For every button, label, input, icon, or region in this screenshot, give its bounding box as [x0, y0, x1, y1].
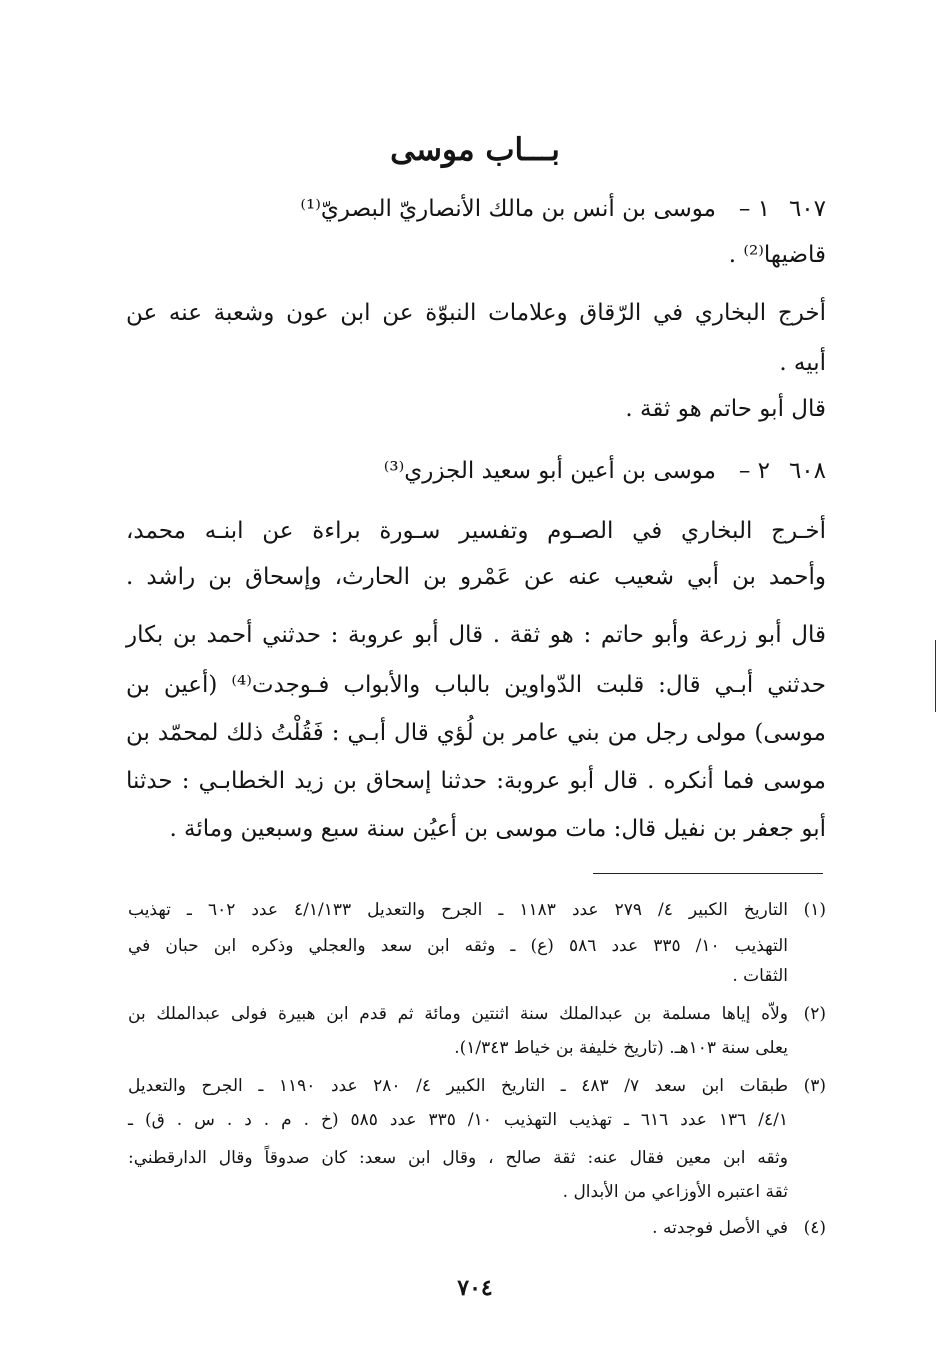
- paragraph-line: قال أبو زرعة وأبو حاتم : هو ثقة . قال أبو عروبة : حدثني أحمد بن بكار: [126, 622, 826, 648]
- footnote-line: ثقة اعتبره الأوزاعي من الأبدال .: [562, 1182, 788, 1202]
- footnote-marker: (١): [803, 900, 826, 920]
- paragraph-line: وأحمد بن أبي شعيب عنه عن عَمْرو بن الحارث، وإسحاق بن راشد .: [126, 564, 826, 590]
- paragraph-line: أخـرج البخاري في الصـوم وتفسير سـورة براءة عن ابنـه محمد،: [126, 518, 826, 544]
- footnote-line: في الأصل فوجدته .: [652, 1218, 788, 1238]
- footnote-marker: (٤): [803, 1218, 826, 1238]
- paragraph-line: قال أبو حاتم هو ثقة .: [625, 396, 826, 422]
- footnote-separator: [593, 873, 823, 874]
- footnote-line: طبقات ابن سعد ٧/ ٤٨٣ ـ التاريخ الكبير ٤/ ٢٨٠ عدد ١١٩٠ ـ الجرح والتعديل: [128, 1076, 789, 1096]
- paragraph-line: أبيه .: [779, 350, 826, 376]
- footnote-line: التهذيب ١٠/ ٣٣٥ عدد ٥٨٦ (ع) ـ وثقه ابن سعد والعجلي وذكره ابن حبان في: [128, 936, 788, 956]
- entry-title: موسى بن أنس بن مالك الأنصاريّ البصريّ⁽¹⁾: [300, 196, 716, 222]
- footnote-line: يعلى سنة ١٠٣هـ. (تاريخ خليفة بن خياط ١/٣٤٣).: [454, 1038, 788, 1058]
- entry-number: ٦٠٧: [788, 196, 826, 222]
- entry-title: موسى بن أعين أبو سعيد الجزري⁽³⁾: [383, 458, 716, 484]
- footnote-line: الثقات .: [732, 966, 788, 986]
- entry-index: ٢ –: [738, 458, 770, 484]
- chapter-heading: بـــاب موسى: [390, 132, 560, 168]
- footnote-line: ولاّه إياها مسلمة بن عبدالملك سنة اثنتين ومائة ثم قدم ابن هبيرة فولى عبدالملك بن: [128, 1004, 788, 1024]
- footnote-marker: (٢): [803, 1004, 826, 1024]
- margin-mark: [935, 640, 936, 712]
- entry-number: ٦٠٨: [788, 458, 826, 484]
- paragraph-line: حدثني أبـي قال: قلبت الدّواوين بالباب والأبواب فـوجدت⁽⁴⁾ (أعين بن: [126, 672, 826, 698]
- paragraph-line: موسى فما أنكره . قال أبو عروبة: حدثنا إسحاق بن زيد الخطابـي : حدثنا: [126, 768, 826, 794]
- entry-index: ١ –: [738, 196, 770, 222]
- footnote-line: وثقه ابن معين فقال عنه: ثقة صالح ، وقال ابن سعد: كان صدوقاً وقال الدارقطني:: [128, 1148, 788, 1168]
- footnote-line: ٤/١/ ١٣٦ عدد ٦١٦ ـ تهذيب التهذيب ١٠/ ٣٣٥ عدد ٥٨٥ (خ . م . د . س . ق) ـ: [128, 1110, 788, 1130]
- entry-title-line: قاضيها⁽²⁾ .: [728, 242, 826, 268]
- paragraph-line: أخرج البخاري في الرّقاق وعلامات النبوّة عن ابن عون وشعبة عنه عن: [126, 300, 826, 326]
- paragraph-line: موسى) مولى رجل من بني عامر بن لُؤي قال أبـي : فَقُلْتُ ذلك لمحمّد بن: [126, 720, 826, 746]
- footnote-marker: (٣): [803, 1076, 826, 1096]
- page-number: ٧٠٤: [457, 1275, 493, 1301]
- paragraph-line: أبو جعفر بن نفيل قال: مات موسى بن أعيُن سنة سبع وسبعين ومائة .: [169, 816, 826, 842]
- footnote-line: التاريخ الكبير ٤/ ٢٧٩ عدد ١١٨٣ ـ الجرح والتعديل ٤/١/١٣٣ عدد ٦٠٢ ـ تهذيب: [128, 900, 788, 920]
